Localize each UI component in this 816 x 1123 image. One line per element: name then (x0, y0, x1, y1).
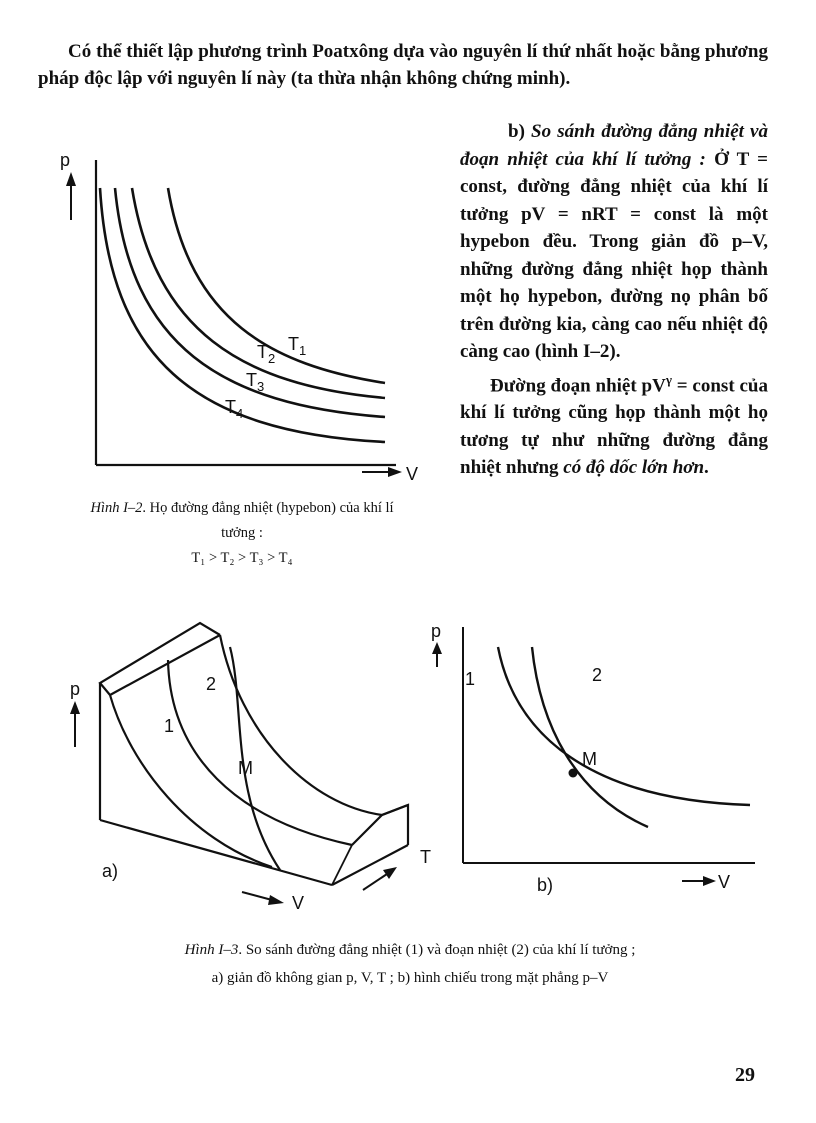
section-b-column (460, 118, 768, 482)
y-axis-label: p (60, 150, 71, 170)
isotherm-T4 (100, 188, 385, 442)
figure-I2-caption-label: Hình I–2 (90, 500, 143, 516)
bottom-right-edge (332, 845, 408, 885)
isotherm-curve-1 (168, 660, 352, 845)
section-b-body-1: Ở T = const, đường đẳng nhiệt của khí lí tưởng pV = nRT = const là một hypebon đều. Trong giản đồ p–V, những đường đẳng nhiệt họp thành một họ hypebon, đường nọ phân bố trên đường kia, càng cao nếu nhiệt độ càng cao (hình I–2). (460, 148, 768, 362)
v-arrow-head (703, 876, 716, 886)
right-block-top (382, 805, 408, 815)
page-number: 29 (735, 1064, 755, 1086)
v-arrow-head (268, 895, 284, 905)
front-isochore-curve (110, 695, 272, 867)
axis-t-label: T (420, 847, 431, 867)
label-T1: $T_1$ (288, 334, 307, 358)
axis-p-label: p (70, 679, 81, 699)
axis-p-label: p (431, 621, 442, 641)
label-T2: $T_2$ (257, 342, 276, 366)
figure-I3-caption-label: Hình I–3 (184, 942, 239, 958)
axis-v-label: V (718, 872, 731, 892)
back-edge-curve (220, 635, 382, 815)
x-axis-label: V (406, 464, 419, 484)
x-arrow-head (388, 467, 402, 477)
section-b-body-2-end: . (704, 457, 709, 479)
point-M-label: M (238, 758, 253, 778)
point-M (569, 769, 578, 778)
point-M-label: M (582, 749, 597, 769)
p-arrow-head (432, 642, 442, 654)
figure-3d-surface (60, 615, 450, 915)
panel-a-label: a) (102, 861, 119, 881)
section-b-paragraph-1 (460, 118, 768, 366)
section-b-paragraph-2 (460, 366, 768, 482)
isotherm-T2 (132, 188, 385, 398)
figure-isotherms (40, 140, 440, 490)
t-arrow-shaft (363, 874, 387, 890)
curve-1-label: 1 (465, 669, 476, 689)
axis-v-label: V (292, 893, 305, 913)
figure-I2-caption-text: . Họ đường đẳng nhiệt (hypebon) của khí lí tưởng : (142, 500, 394, 541)
figure-I2-caption-formula: T₁ > T₂ > T₃ > T₄ (191, 550, 293, 566)
adiabat-2 (532, 647, 648, 827)
section-b-body-2-lead: Đường đoạn nhiệt pV (490, 374, 666, 396)
label-T4: $T_4$ (225, 397, 244, 421)
y-arrow-head (66, 172, 76, 186)
section-b-body-2-italic: có độ dốc lớn hơn (563, 457, 705, 479)
isotherm-T1 (168, 188, 385, 383)
label-T3: $T_3$ (246, 370, 265, 394)
intro-paragraph: Có thể thiết lập phương trình Poatxông dựa vào nguyên lí thứ nhất hoặc bằng phương pháp độc lập với nguyên lí này (ta thừa nhận không chứng minh). (38, 41, 768, 89)
curve-2-label: 2 (206, 674, 217, 694)
surface-outline (100, 623, 220, 695)
curve-1-label: 1 (164, 716, 175, 736)
section-b-heading: So sánh đường đẳng nhiệt và đoạn nhiệt của khí lí tưởng : (460, 121, 768, 170)
curve-2-label: 2 (592, 665, 603, 685)
t-arrow-head (383, 867, 397, 879)
v-arrow-shaft (242, 892, 272, 900)
figure-I3-caption (60, 936, 760, 992)
section-b-gamma: γ (665, 371, 672, 387)
p-arrow-head (70, 701, 80, 714)
figure-I2-caption (72, 496, 412, 571)
panel-b-label: b) (537, 875, 554, 895)
figure-pv-projection (420, 615, 760, 915)
section-b-label: b) (508, 121, 532, 142)
figure-I3-caption-text-1: . So sánh đường đẳng nhiệt (1) và đoạn nhiệt (2) của khí lí tưởng ; (238, 942, 636, 958)
figure-I3-caption-text-2: a) giản đồ không gian p, V, T ; b) hình chiếu trong mặt phẳng p–V (211, 970, 609, 986)
section-b-body-2-rest: = const của khí lí tưởng cũng họp thành một họ tương tự như những đường đẳng nhiệt nhưng (460, 374, 768, 479)
